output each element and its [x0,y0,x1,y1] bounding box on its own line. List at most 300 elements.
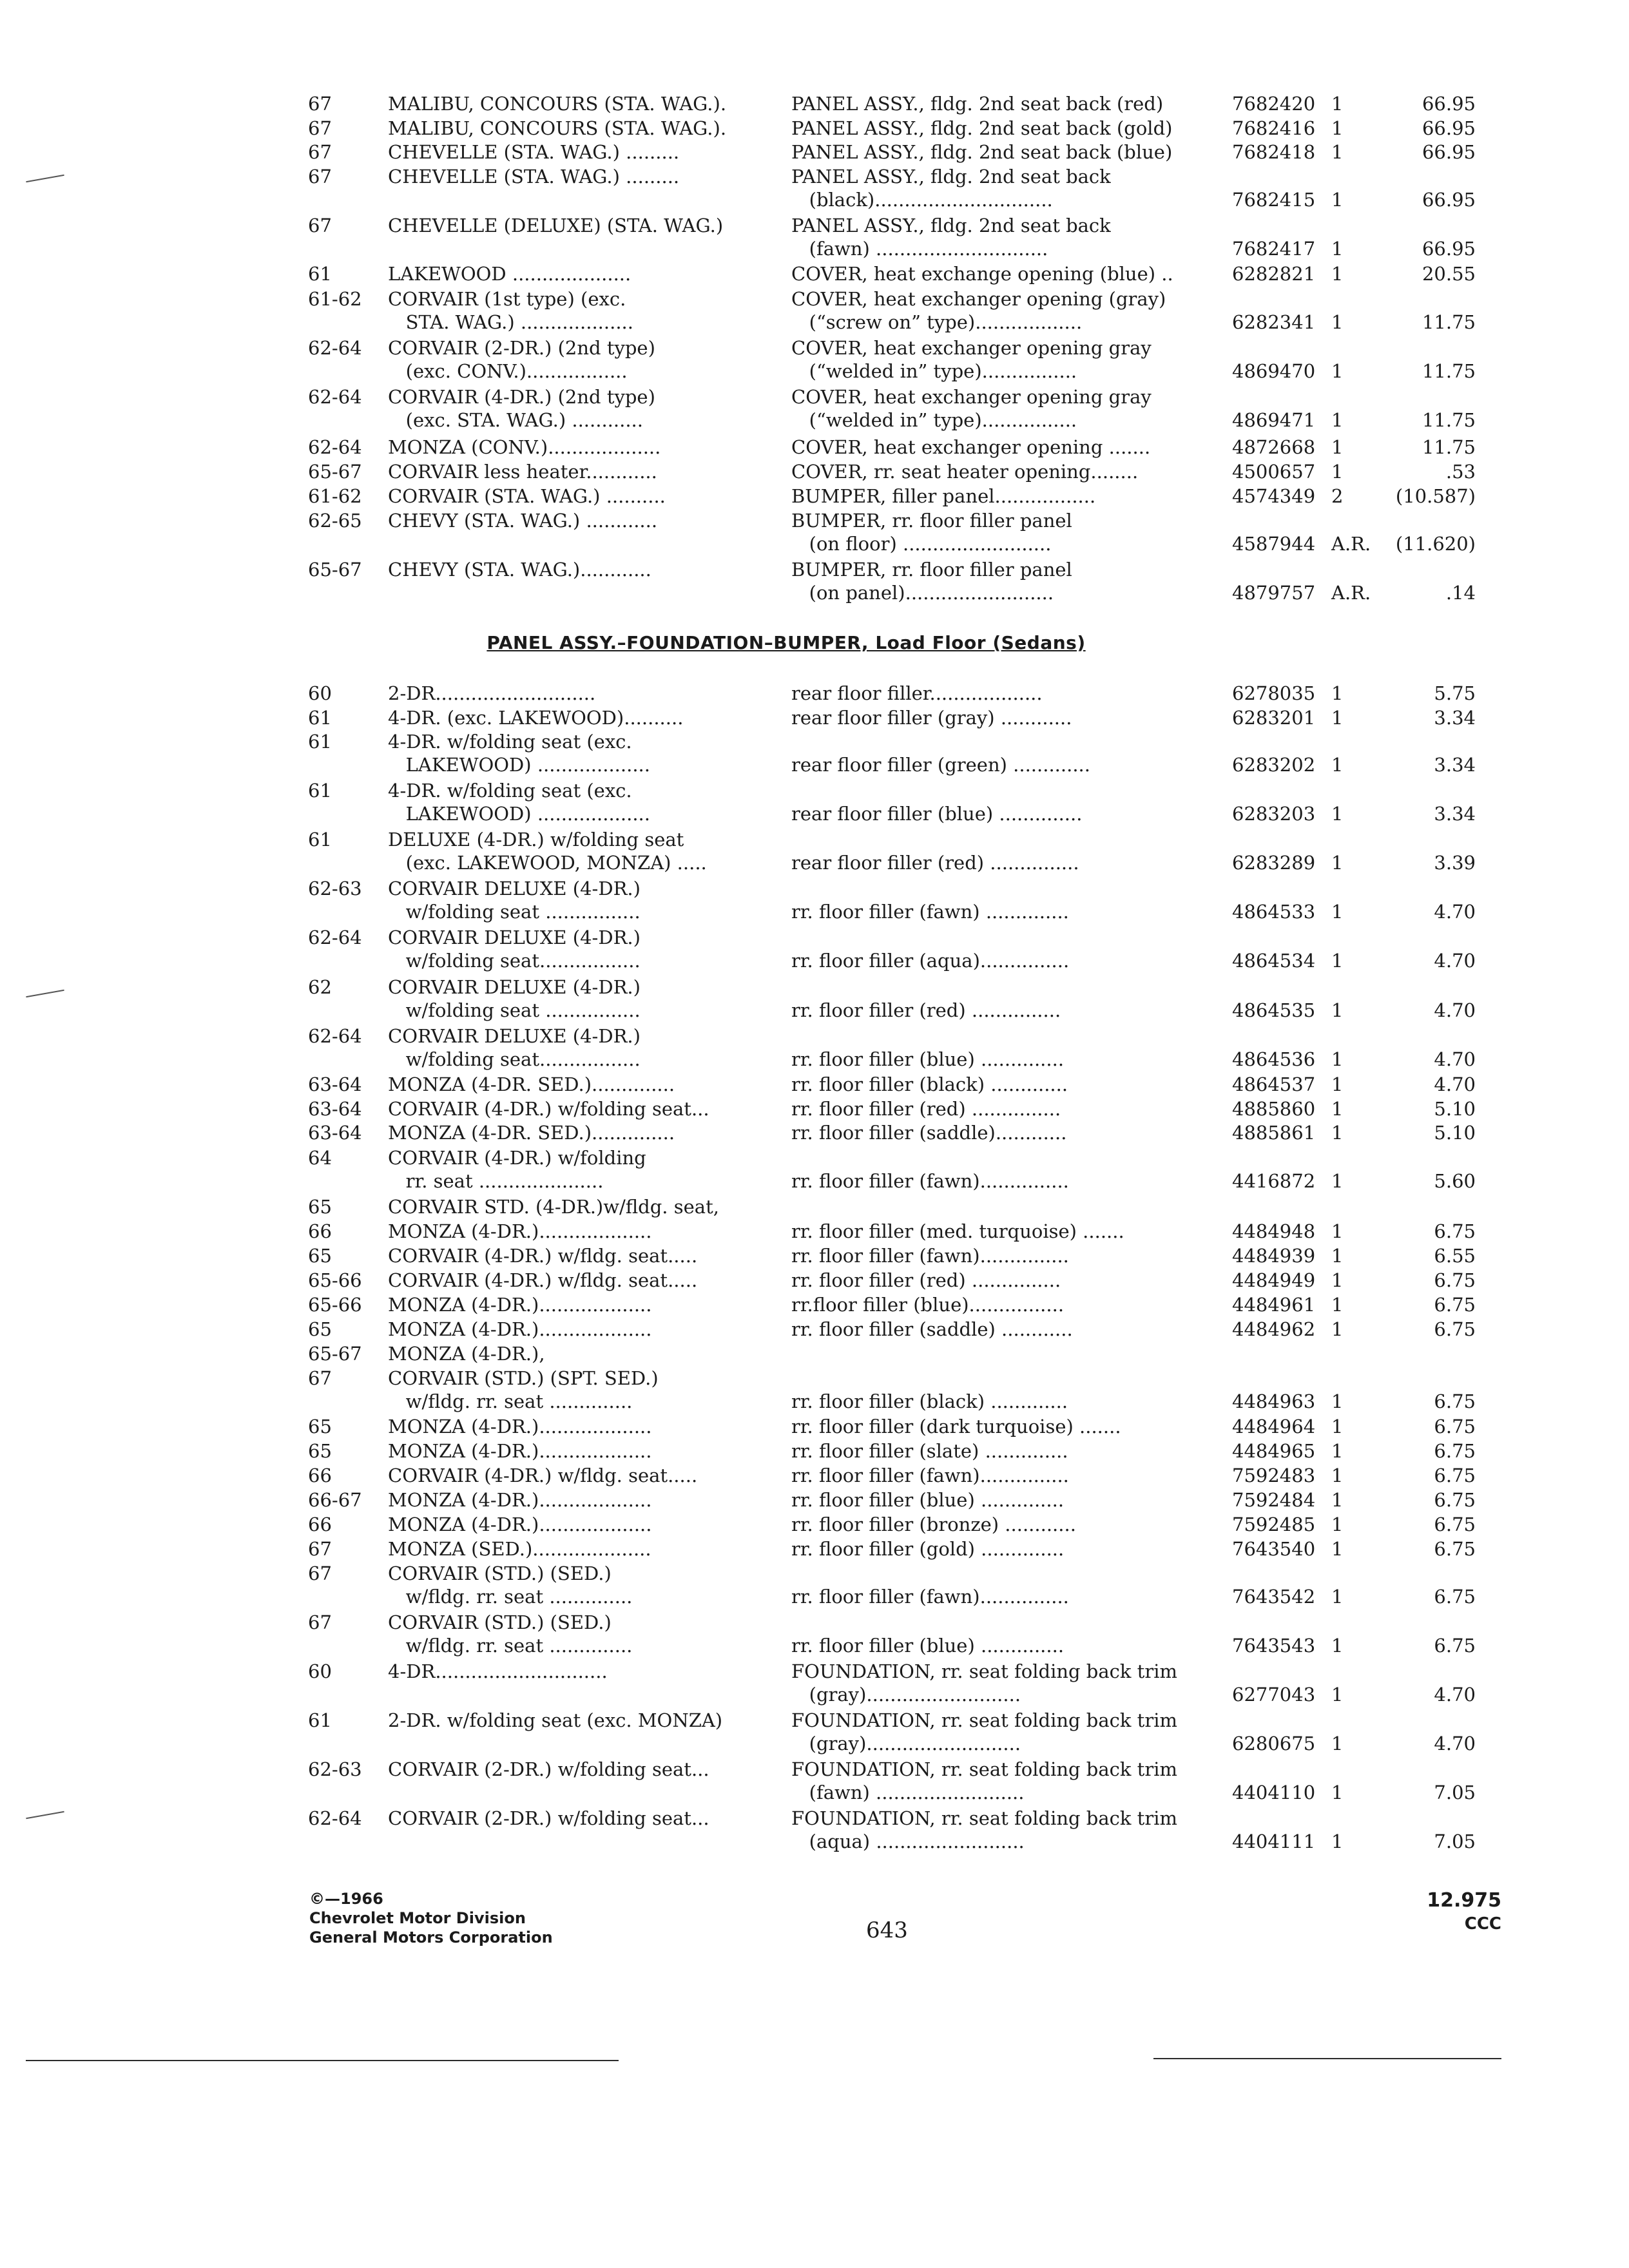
part-number-cell: 7682420 [1232,93,1316,115]
year-cell: 63-64 [308,1098,362,1120]
price-cell: 4.70 [1434,1073,1476,1095]
table-row [0,877,1629,923]
model-cell: 2-DR. w/folding seat (exc. MONZA) [388,1709,723,1731]
year-cell: 65 [308,1416,332,1437]
quantity-cell: 1 [1331,1048,1344,1070]
part-description-cell: BUMPER, rr. floor filler panel (on floor) ......................... [791,510,1072,555]
part-number-cell: 4864535 [1232,999,1316,1021]
year-cell: 62-64 [308,1025,362,1047]
part-number-cell: 4484961 [1232,1294,1316,1316]
part-description-cell: PANEL ASSY., fldg. 2nd seat back (black).............................. [791,166,1111,211]
part-description-cell: COVER, heat exchange opening (blue) .. [791,263,1173,285]
part-number-cell: 4879757 [1232,582,1316,604]
quantity-cell: 1 [1331,999,1344,1021]
model-cell: CORVAIR (4-DR.) w/fldg. seat..... [388,1245,698,1267]
year-cell: 67 [308,1611,332,1633]
model-cell: CHEVY (STA. WAG.) ............ [388,510,658,532]
price-cell: 3.34 [1434,803,1476,825]
table-row [0,1269,1629,1293]
part-number-cell: 4864537 [1232,1073,1316,1095]
quantity-cell: 1 [1331,311,1344,333]
price-cell: 66.95 [1422,141,1476,163]
part-number-cell: 7592483 [1232,1465,1316,1486]
part-description-cell: rear floor filler (green) ............. [791,754,1090,776]
part-description-cell: PANEL ASSY., fldg. 2nd seat back (red) [791,93,1164,115]
quantity-cell: 1 [1331,682,1344,704]
quantity-cell: 1 [1331,1170,1344,1192]
model-cell: CORVAIR (2-DR.) w/folding seat... [388,1758,709,1780]
model-cell: CORVAIR (4-DR.) w/fldg. seat..... [388,1269,698,1291]
part-description-cell: rr. floor filler (fawn)............... [791,1170,1069,1192]
part-description-cell: COVER, rr. seat heater opening........ [791,461,1139,483]
table-row [0,1488,1629,1513]
model-cell: CORVAIR DELUXE (4-DR.) w/folding seat................. [388,927,641,972]
price-cell: 6.75 [1434,1489,1476,1511]
bottom-rule [1153,2058,1501,2059]
model-cell: MONZA (4-DR.)................... [388,1514,652,1535]
year-cell: 67 [308,215,332,236]
price-cell: 6.75 [1434,1318,1476,1340]
quantity-cell: 1 [1331,950,1344,972]
table-row [0,1195,1629,1220]
part-description-cell: PANEL ASSY., fldg. 2nd seat back (blue) [791,141,1173,163]
publisher-block [309,1889,553,1947]
table-row [0,1121,1629,1146]
page-number: 643 [866,1917,908,1943]
price-cell: 4.70 [1434,999,1476,1021]
quantity-cell: 1 [1331,409,1344,431]
table-row [0,140,1629,165]
price-cell: 66.95 [1422,189,1476,211]
model-cell: CORVAIR (STD.) (SPT. SED.) w/fldg. rr. seat .............. [388,1367,659,1412]
quantity-cell: 1 [1331,263,1344,285]
price-cell: 6.75 [1434,1440,1476,1462]
table-row [0,1024,1629,1071]
table-row [0,1318,1629,1342]
part-number-cell: 4885861 [1232,1122,1316,1144]
model-cell: LAKEWOOD .................... [388,263,631,285]
price-cell: .53 [1445,461,1476,483]
part-number-cell: 4864533 [1232,901,1316,923]
quantity-cell: 1 [1331,141,1344,163]
price-cell: 11.75 [1422,436,1476,458]
model-cell: MONZA (SED.).................... [388,1538,651,1560]
year-cell: 63-64 [308,1122,362,1144]
part-number-cell: 4404110 [1232,1782,1316,1803]
price-cell: 5.10 [1434,1122,1476,1144]
copyright-line: ©—1966 [309,1890,383,1908]
model-cell: 4-DR. w/folding seat (exc. LAKEWOOD) ................... [388,731,650,776]
year-cell: 61 [308,263,332,285]
part-description-cell: rr. floor filler (dark turquoise) ....... [791,1416,1121,1437]
year-cell: 61-62 [308,485,362,507]
model-cell: MALIBU, CONCOURS (STA. WAG.). [388,117,727,139]
price-cell: 7.05 [1434,1782,1476,1803]
part-number-cell: 4500657 [1232,461,1316,483]
table-row [0,1439,1629,1464]
quantity-cell: 1 [1331,461,1344,483]
part-number-cell: 7682417 [1232,238,1316,260]
part-description-cell: COVER, heat exchanger opening gray (“welded in” type)................ [791,337,1152,382]
quantity-cell: 1 [1331,1122,1344,1144]
catalog-code [1405,1889,1501,1936]
year-cell: 62-64 [308,386,362,408]
part-number-cell: 6280675 [1232,1733,1316,1754]
price-cell: 6.75 [1434,1586,1476,1608]
part-description-cell: rr. floor filler (gold) .............. [791,1538,1065,1560]
model-cell: MONZA (4-DR.)................... [388,1318,652,1340]
part-number-cell: 7592484 [1232,1489,1316,1511]
model-cell: CORVAIR (STA. WAG.) .......... [388,485,666,507]
quantity-cell: 1 [1331,1831,1344,1852]
part-description-cell: PANEL ASSY., fldg. 2nd seat back (gold) [791,117,1173,139]
part-description-cell: rr. floor filler (slate) .............. [791,1440,1068,1462]
year-cell: 62-64 [308,436,362,458]
part-description-cell: rr. floor filler (fawn)............... [791,1465,1069,1486]
part-number-cell: 6277043 [1232,1684,1316,1706]
table-row [0,1293,1629,1318]
table-row [0,460,1629,485]
price-cell: 20.55 [1422,263,1476,285]
year-cell: 67 [308,93,332,115]
quantity-cell: 1 [1331,803,1344,825]
price-cell: 4.70 [1434,1733,1476,1754]
price-cell: 6.55 [1434,1245,1476,1267]
quantity-cell: 1 [1331,901,1344,923]
part-description-cell: rr. floor filler (blue) .............. [791,1489,1065,1511]
table-row [0,1367,1629,1413]
table-row [0,214,1629,260]
table-row [0,485,1629,509]
model-cell: CORVAIR DELUXE (4-DR.) w/folding seat ................ [388,976,641,1021]
part-description-cell: rr. floor filler (blue) .............. [791,1635,1065,1657]
table-row [0,1097,1629,1122]
year-cell: 61 [308,707,332,729]
part-number-cell: 4864536 [1232,1048,1316,1070]
division-line: Chevrolet Motor Division [309,1909,526,1927]
part-number-cell: 4484964 [1232,1416,1316,1437]
quantity-cell: 1 [1331,1489,1344,1511]
year-cell: 62-64 [308,927,362,948]
quantity-cell: 1 [1331,93,1344,115]
model-cell: CORVAIR (STD.) (SED.) w/fldg. rr. seat .............. [388,1562,633,1608]
part-number-cell: 6282821 [1232,263,1316,285]
model-cell: CORVAIR DELUXE (4-DR.) w/folding seat................. [388,1025,641,1070]
year-cell: 61 [308,780,332,802]
model-cell: 4-DR............................. [388,1660,608,1682]
quantity-cell: 1 [1331,1538,1344,1560]
table-row [0,1146,1629,1193]
year-cell: 62-63 [308,1758,362,1780]
price-cell: 6.75 [1434,1635,1476,1657]
quantity-cell: 1 [1331,1635,1344,1657]
model-cell: CORVAIR (4-DR.) w/folding rr. seat ..................... [388,1147,646,1192]
part-number-cell: 6283203 [1232,803,1316,825]
quantity-cell: 1 [1331,436,1344,458]
year-cell: 64 [308,1147,332,1169]
part-number-cell: 4416872 [1232,1170,1316,1192]
model-cell: CORVAIR (2-DR.) w/folding seat... [388,1807,709,1829]
price-cell: (10.587) [1395,485,1476,507]
price-cell: 6.75 [1434,1294,1476,1316]
part-number-cell: 4484965 [1232,1440,1316,1462]
year-cell: 65 [308,1440,332,1462]
part-number-cell: 4587944 [1232,533,1316,555]
model-cell: CHEVY (STA. WAG.)............ [388,559,651,581]
model-cell: MALIBU, CONCOURS (STA. WAG.). [388,93,727,115]
table-row [0,436,1629,460]
price-cell: 4.70 [1434,1048,1476,1070]
table-row [0,1758,1629,1804]
price-cell: 11.75 [1422,409,1476,431]
price-cell: 5.60 [1434,1170,1476,1192]
model-cell: CHEVELLE (DELUXE) (STA. WAG.) [388,215,724,236]
part-description-cell: rr. floor filler (red) ............... [791,999,1061,1021]
part-description-cell: FOUNDATION, rr. seat folding back trim (fawn) ......................... [791,1758,1177,1803]
part-description-cell: FOUNDATION, rr. seat folding back trim (gray).......................... [791,1660,1177,1706]
table-row [0,558,1629,604]
model-cell: MONZA (4-DR.), [388,1343,545,1365]
part-description-cell: BUMPER, rr. floor filler panel (on panel)......................... [791,559,1072,604]
part-number-cell: 4484949 [1232,1269,1316,1291]
table-row [0,385,1629,432]
part-description-cell: FOUNDATION, rr. seat folding back trim (gray).......................... [791,1709,1177,1754]
quantity-cell: 1 [1331,1416,1344,1437]
table-row [0,1709,1629,1755]
table-row [0,1611,1629,1657]
table-row [0,1513,1629,1537]
part-description-cell: rr. floor filler (black) ............. [791,1390,1068,1412]
year-cell: 67 [308,166,332,187]
price-cell: 4.70 [1434,1684,1476,1706]
model-cell: CHEVELLE (STA. WAG.) ......... [388,141,680,163]
part-description-cell: rr. floor filler (aqua)............... [791,950,1070,972]
part-number-cell: 7682415 [1232,189,1316,211]
model-cell: MONZA (4-DR. SED.).............. [388,1073,675,1095]
model-cell: MONZA (4-DR.)................... [388,1416,652,1437]
part-description-cell: rr. floor filler (red) ............... [791,1269,1061,1291]
price-cell: 7.05 [1434,1831,1476,1852]
year-cell: 67 [308,1367,332,1389]
price-cell: 66.95 [1422,238,1476,260]
corporation-line: General Motors Corporation [309,1928,553,1946]
model-cell: MONZA (4-DR.)................... [388,1440,652,1462]
price-cell: 66.95 [1422,93,1476,115]
part-number-cell: 6283289 [1232,852,1316,874]
year-cell: 63-64 [308,1073,362,1095]
model-cell: CORVAIR (1st type) (exc. STA. WAG.) ................... [388,288,633,333]
quantity-cell: 1 [1331,1318,1344,1340]
model-cell: CORVAIR DELUXE (4-DR.) w/folding seat ................ [388,878,641,923]
part-number-cell: 6283202 [1232,754,1316,776]
part-number-cell: 7643540 [1232,1538,1316,1560]
table-row [0,730,1629,776]
part-description-cell: rear floor filler................... [791,682,1043,704]
table-row [0,1562,1629,1608]
year-cell: 62-63 [308,878,362,899]
table-row [0,1464,1629,1488]
quantity-cell: 2 [1331,485,1344,507]
year-cell: 67 [308,1538,332,1560]
quantity-cell: 1 [1331,1220,1344,1242]
part-description-cell: rr. floor filler (saddle)............ [791,1122,1067,1144]
model-cell: CORVAIR (4-DR.) w/fldg. seat..... [388,1465,698,1486]
quantity-cell: 1 [1331,1098,1344,1120]
part-description-cell: rr. floor filler (bronze) ............ [791,1514,1076,1535]
price-cell: 3.34 [1434,754,1476,776]
code-number: 12.975 [1427,1889,1501,1912]
table-row [0,92,1629,117]
part-description-cell: rear floor filler (red) ............... [791,852,1079,874]
quantity-cell: 1 [1331,360,1344,382]
quantity-cell: A.R. [1331,533,1371,555]
model-cell: CORVAIR STD. (4-DR.)w/fldg. seat, [388,1196,719,1218]
table-row [0,1244,1629,1269]
table-row [0,1342,1629,1367]
part-description-cell: rr. floor filler (fawn) .............. [791,901,1069,923]
part-number-cell: 4869470 [1232,360,1316,382]
table-row [0,1220,1629,1244]
price-cell: 6.75 [1434,1220,1476,1242]
part-number-cell: 7643543 [1232,1635,1316,1657]
quantity-cell: 1 [1331,1733,1344,1754]
year-cell: 62-64 [308,1807,362,1829]
part-description-cell: PANEL ASSY., fldg. 2nd seat back (fawn) ............................. [791,215,1111,260]
model-cell: 4-DR. w/folding seat (exc. LAKEWOOD) ................... [388,780,650,825]
year-cell: 65 [308,1318,332,1340]
price-cell: 6.75 [1434,1514,1476,1535]
year-cell: 61 [308,731,332,753]
price-cell: 6.75 [1434,1416,1476,1437]
quantity-cell: 1 [1331,1514,1344,1535]
year-cell: 61 [308,829,332,850]
year-cell: 66-67 [308,1489,362,1511]
price-cell: 4.70 [1434,901,1476,923]
price-cell: 3.34 [1434,707,1476,729]
price-cell: 6.75 [1434,1390,1476,1412]
table-row [0,287,1629,334]
quantity-cell: 1 [1331,1440,1344,1462]
quantity-cell: 1 [1331,1294,1344,1316]
part-number-cell: 7682418 [1232,141,1316,163]
table-row [0,117,1629,141]
year-cell: 60 [308,682,332,704]
part-number-cell: 4484963 [1232,1390,1316,1412]
part-number-cell: 6278035 [1232,682,1316,704]
year-cell: 65-67 [308,559,362,581]
year-cell: 60 [308,1660,332,1682]
part-number-cell: 4484948 [1232,1220,1316,1242]
model-cell: CORVAIR (4-DR.) w/folding seat... [388,1098,709,1120]
model-cell: CORVAIR less heater............ [388,461,657,483]
model-cell: CORVAIR (2-DR.) (2nd type) (exc. CONV.)................. [388,337,655,382]
quantity-cell: 1 [1331,1586,1344,1608]
price-cell: .14 [1445,582,1476,604]
year-cell: 61 [308,1709,332,1731]
part-description-cell: rr. floor filler (med. turquoise) ....... [791,1220,1124,1242]
quantity-cell: 1 [1331,189,1344,211]
part-description-cell: COVER, heat exchanger opening ....... [791,436,1151,458]
model-cell: MONZA (4-DR.)................... [388,1294,652,1316]
model-cell: MONZA (4-DR.)................... [388,1489,652,1511]
year-cell: 65 [308,1196,332,1218]
quantity-cell: 1 [1331,117,1344,139]
price-cell: 11.75 [1422,311,1476,333]
year-cell: 66 [308,1465,332,1486]
part-description-cell: rr. floor filler (blue) .............. [791,1048,1065,1070]
table-row [0,509,1629,555]
part-number-cell: 4404111 [1232,1831,1316,1852]
year-cell: 62-65 [308,510,362,532]
part-number-cell: 4885860 [1232,1098,1316,1120]
model-cell: DELUXE (4-DR.) w/folding seat (exc. LAKEWOOD, MONZA) ..... [388,829,707,874]
part-number-cell: 6283201 [1232,707,1316,729]
table-row [0,165,1629,211]
part-description-cell: rear floor filler (gray) ............ [791,707,1072,729]
quantity-cell: 1 [1331,1684,1344,1706]
table-row [0,1807,1629,1853]
part-number-cell: 7592485 [1232,1514,1316,1535]
table-row [0,828,1629,874]
model-cell: 2-DR........................... [388,682,596,704]
quantity-cell: 1 [1331,1782,1344,1803]
year-cell: 62 [308,976,332,998]
part-number-cell: 4864534 [1232,950,1316,972]
model-cell: MONZA (4-DR.)................... [388,1220,652,1242]
quantity-cell: A.R. [1331,582,1371,604]
table-row [0,336,1629,383]
year-cell: 65-66 [308,1269,362,1291]
year-cell: 66 [308,1514,332,1535]
year-cell: 67 [308,1562,332,1584]
part-description-cell: rr. floor filler (black) ............. [791,1073,1068,1095]
model-cell: MONZA (4-DR. SED.).............. [388,1122,675,1144]
part-description-cell: rr.floor filler (blue)................ [791,1294,1065,1316]
model-cell: 4-DR. (exc. LAKEWOOD).......... [388,707,684,729]
year-cell: 67 [308,117,332,139]
part-description-cell: rr. floor filler (fawn)............... [791,1586,1069,1608]
part-number-cell: 6282341 [1232,311,1316,333]
price-cell: 6.75 [1434,1269,1476,1291]
part-number-cell: 4484939 [1232,1245,1316,1267]
code-letters: CCC [1464,1914,1501,1934]
price-cell: 11.75 [1422,360,1476,382]
quantity-cell: 1 [1331,754,1344,776]
table-row [0,1415,1629,1439]
year-cell: 65 [308,1245,332,1267]
year-cell: 67 [308,141,332,163]
year-cell: 66 [308,1220,332,1242]
year-cell: 65-66 [308,1294,362,1316]
quantity-cell: 1 [1331,1073,1344,1095]
part-number-cell: 7682416 [1232,117,1316,139]
part-description-cell: rr. floor filler (saddle) ............ [791,1318,1073,1340]
year-cell: 65-67 [308,461,362,483]
year-cell: 61-62 [308,288,362,310]
part-number-cell: 4869471 [1232,409,1316,431]
table-row [0,1660,1629,1706]
quantity-cell: 1 [1331,238,1344,260]
price-cell: 6.75 [1434,1465,1476,1486]
year-cell: 62-64 [308,337,362,359]
price-cell: (11.620) [1395,533,1476,555]
table-row [0,262,1629,287]
part-description-cell: BUMPER, filler panel................. [791,485,1096,507]
price-cell: 5.10 [1434,1098,1476,1120]
table-row [0,975,1629,1022]
quantity-cell: 1 [1331,1465,1344,1486]
part-number-cell: 7643542 [1232,1586,1316,1608]
